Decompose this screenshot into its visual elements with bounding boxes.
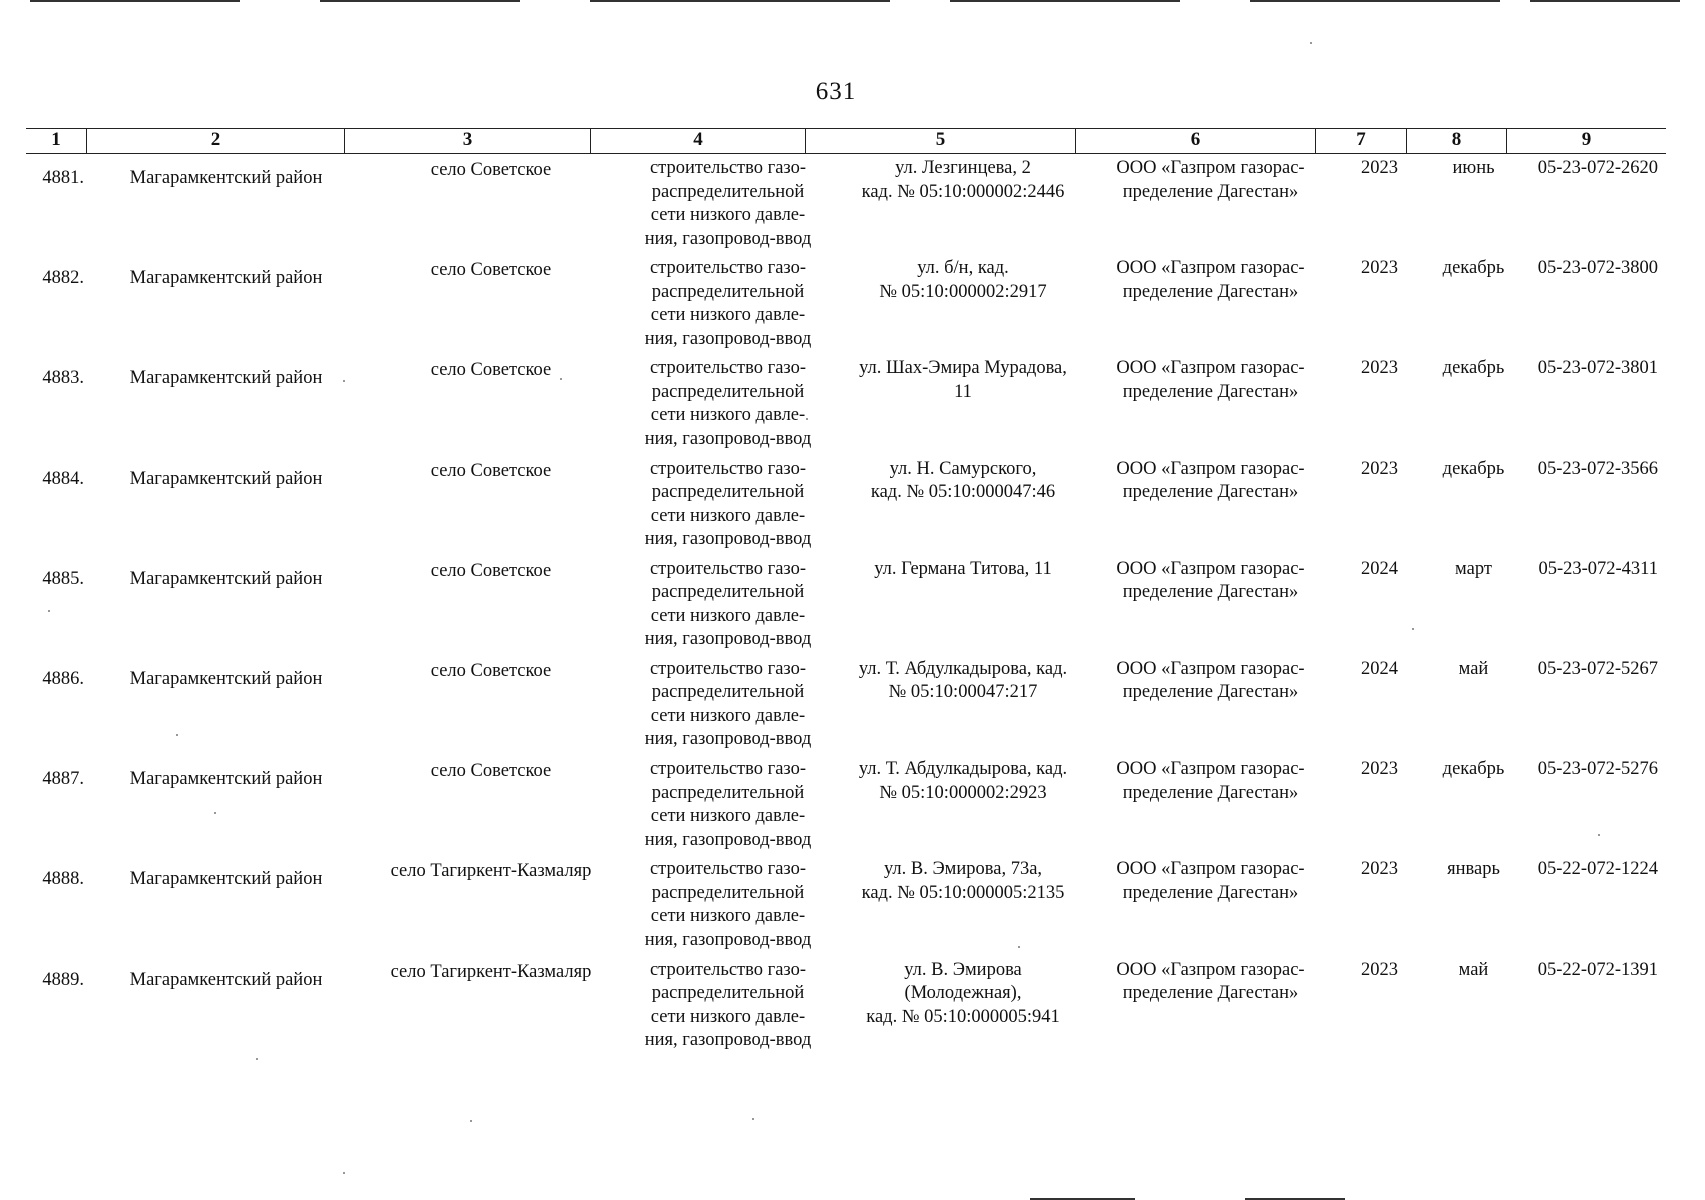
year-cell: 2023	[1361, 158, 1398, 178]
work-type-cell-line: распределительной	[651, 983, 805, 1003]
work-type-cell	[616, 153, 830, 253]
scan-speck	[1598, 834, 1600, 836]
work-type-cell-line: ния, газопровод-ввод	[644, 629, 812, 650]
month-cell: декабрь	[1442, 458, 1505, 479]
year-cell: 2023	[1361, 458, 1398, 479]
table-row	[26, 253, 1666, 353]
scan-edge-line	[590, 0, 890, 2]
work-type-cell-line: ния, газопровод-ввод	[644, 428, 812, 449]
address-cell	[830, 955, 1096, 1055]
address-cell-line: № 05:10:00047:217	[888, 682, 1038, 703]
work-type-cell-line: строительство газо-	[649, 358, 807, 379]
row-number: 4887.	[42, 769, 84, 790]
work-type-cell-line: распределительной	[651, 482, 805, 503]
work-type-cell	[616, 454, 830, 554]
code-cell: 05-22-072-1391	[1537, 959, 1658, 980]
organization-cell	[1096, 754, 1333, 854]
organization-cell	[1096, 454, 1333, 554]
work-type-cell-line: сети низкого давле-	[650, 205, 806, 225]
scan-edge-line	[320, 0, 520, 2]
organization-cell-line: пределение Дагестан»	[1122, 181, 1299, 202]
address-cell-line: № 05:10:000002:2923	[879, 782, 1047, 803]
work-type-cell	[616, 854, 830, 954]
address-cell-line: ул. В. Эмирова, 73а,	[883, 859, 1043, 880]
header-col-5: 5	[805, 129, 1075, 153]
district-cell: Магарамкентский район	[129, 769, 323, 790]
organization-cell-line: ООО «Газпром газорас-	[1116, 258, 1305, 279]
work-type-cell-line: сети низкого давле-	[650, 605, 806, 626]
work-type-cell-line: ния, газопровод-ввод	[644, 328, 812, 349]
scan-speck	[48, 610, 50, 612]
scan-speck	[560, 378, 562, 380]
month-cell: май	[1458, 658, 1489, 679]
organization-cell-line: ООО «Газпром газорас-	[1116, 658, 1305, 679]
organization-cell-line: ООО «Газпром газорас-	[1116, 358, 1305, 379]
work-type-cell-line: ния, газопровод-ввод	[644, 529, 812, 550]
code-cell: 05-23-072-3566	[1537, 458, 1658, 479]
district-cell: Магарамкентский район	[129, 668, 323, 689]
year-cell: 2023	[1361, 358, 1398, 379]
header-col-9: 9	[1506, 129, 1666, 153]
row-number: 4884.	[42, 468, 84, 489]
organization-cell-line: пределение Дагестан»	[1122, 682, 1299, 703]
district-cell: Магарамкентский район	[129, 168, 323, 188]
code-cell: 05-23-072-2620	[1537, 158, 1658, 178]
district-cell: Магарамкентский район	[129, 969, 323, 990]
year-cell: 2023	[1361, 759, 1398, 780]
code-cell: 05-23-072-3801	[1537, 358, 1658, 379]
district-cell: Магарамкентский район	[129, 869, 323, 890]
organization-cell-line: пределение Дагестан»	[1122, 882, 1299, 903]
address-cell-line: № 05:10:000002:2917	[879, 281, 1047, 302]
work-type-cell-line: сети низкого давле-	[650, 806, 806, 827]
district-cell: Магарамкентский район	[129, 568, 323, 589]
organization-cell	[1096, 153, 1333, 253]
header-col-4: 4	[590, 129, 805, 153]
work-type-cell-line: строительство газо-	[649, 158, 807, 178]
address-cell-line: ул. Т. Абдулкадырова, кад.	[858, 759, 1068, 780]
scan-edge-line	[1530, 0, 1680, 2]
address-cell-line: ул. Шах-Эмира Мурадова,	[859, 358, 1067, 379]
header-col-2: 2	[86, 129, 344, 153]
table-row	[26, 353, 1666, 453]
address-cell-line: ул. Н. Самурского,	[889, 458, 1037, 479]
row-number: 4883.	[42, 368, 84, 389]
work-type-cell-line: сети низкого давле-	[650, 1006, 806, 1027]
organization-cell	[1096, 353, 1333, 453]
address-cell-line: кад. № 05:10:000047:46	[870, 482, 1056, 503]
organization-cell-line: пределение Дагестан»	[1122, 582, 1299, 603]
work-type-cell-line: сети низкого давле-	[650, 906, 806, 927]
scan-speck	[1310, 42, 1312, 44]
district-cell: Магарамкентский район	[129, 468, 323, 489]
header-col-7: 7	[1315, 129, 1406, 153]
work-type-cell-line: строительство газо-	[649, 558, 807, 579]
address-cell	[830, 253, 1096, 353]
village-cell: село Советское	[430, 761, 552, 782]
work-type-cell-line: ния, газопровод-ввод	[644, 829, 812, 850]
address-cell-line: ул. Т. Абдулкадырова, кад.	[858, 658, 1068, 679]
code-cell: 05-23-072-5267	[1537, 658, 1658, 679]
header-col-8: 8	[1406, 129, 1506, 153]
code-cell: 05-23-072-5276	[1537, 759, 1658, 780]
address-cell-line: ул. б/н, кад.	[917, 258, 1009, 279]
work-type-cell-line: распределительной	[651, 381, 805, 402]
table-row	[26, 554, 1666, 654]
village-cell: село Советское	[430, 260, 552, 281]
organization-cell-line: пределение Дагестан»	[1122, 381, 1299, 402]
village-cell: село Советское	[430, 360, 552, 381]
year-cell: 2024	[1361, 658, 1398, 679]
organization-cell-line: ООО «Газпром газорас-	[1116, 158, 1305, 178]
organization-cell-line: ООО «Газпром газорас-	[1116, 759, 1305, 780]
district-cell: Магарамкентский район	[129, 268, 323, 289]
scan-speck	[1412, 628, 1414, 630]
scan-edge-line	[950, 0, 1180, 2]
header-col-6: 6	[1075, 129, 1315, 153]
month-cell: май	[1458, 959, 1489, 980]
work-type-cell-line: строительство газо-	[649, 859, 807, 880]
table-body	[26, 153, 1666, 1055]
organization-cell	[1096, 253, 1333, 353]
month-cell: июнь	[1452, 158, 1495, 178]
month-cell: декабрь	[1442, 759, 1505, 780]
address-cell	[830, 153, 1096, 253]
work-type-cell-line: сети низкого давле-	[650, 505, 806, 526]
address-cell-line: ул. Лезгинцева, 2	[895, 158, 1031, 178]
village-cell: село Советское	[430, 660, 552, 681]
village-cell: село Советское	[430, 560, 552, 581]
work-type-cell	[616, 955, 830, 1055]
work-type-cell-line: распределительной	[651, 582, 805, 603]
scan-speck	[1018, 946, 1020, 948]
village-cell: село Тагиркент-Казмаляр	[390, 961, 592, 982]
row-number: 4889.	[42, 969, 84, 990]
scan-speck	[256, 1058, 258, 1060]
scan-speck	[176, 734, 178, 736]
work-type-cell-line: сети низкого давле-	[650, 405, 806, 426]
address-cell	[830, 353, 1096, 453]
address-cell-line: ул. Германа Титова, 11	[874, 558, 1052, 579]
organization-cell-line: пределение Дагестан»	[1122, 782, 1299, 803]
village-cell: село Советское	[430, 160, 552, 180]
village-cell: село Советское	[430, 460, 552, 481]
scan-speck	[752, 1118, 754, 1120]
header-col-3: 3	[344, 129, 590, 153]
organization-cell-line: пределение Дагестан»	[1122, 281, 1299, 302]
organization-cell-line: пределение Дагестан»	[1122, 482, 1299, 503]
address-cell	[830, 654, 1096, 754]
scan-edge-line	[30, 0, 240, 2]
code-cell: 05-23-072-3800	[1537, 258, 1658, 279]
month-cell: январь	[1447, 859, 1500, 880]
address-cell-line: кад. № 05:10:000002:2446	[861, 181, 1065, 202]
row-number: 4886.	[42, 668, 84, 689]
year-cell: 2023	[1361, 959, 1398, 980]
table-row	[26, 654, 1666, 754]
work-type-cell-line: строительство газо-	[649, 258, 807, 279]
work-type-cell	[616, 554, 830, 654]
address-cell-line: ул. В. Эмирова	[904, 959, 1022, 980]
month-cell: декабрь	[1442, 358, 1505, 379]
district-cell: Магарамкентский район	[129, 368, 323, 389]
month-cell: декабрь	[1442, 258, 1505, 279]
work-type-cell	[616, 253, 830, 353]
work-type-cell-line: строительство газо-	[649, 658, 807, 679]
address-cell-line: кад. № 05:10:000005:941	[866, 1006, 1060, 1027]
organization-cell	[1096, 854, 1333, 954]
month-cell: март	[1455, 558, 1492, 579]
work-type-cell-line: распределительной	[651, 181, 805, 202]
row-number: 4885.	[42, 568, 84, 589]
row-number: 4881.	[42, 168, 84, 188]
work-type-cell-line: ния, газопровод-ввод	[644, 929, 812, 950]
address-cell	[830, 454, 1096, 554]
organization-cell	[1096, 554, 1333, 654]
year-cell: 2023	[1361, 258, 1398, 279]
work-type-cell-line: распределительной	[651, 782, 805, 803]
code-cell: 05-22-072-1224	[1537, 859, 1658, 880]
address-cell	[830, 554, 1096, 654]
work-type-cell-line: ния, газопровод-ввод	[644, 729, 812, 750]
header-col-1: 1	[51, 129, 61, 150]
address-cell	[830, 854, 1096, 954]
organization-cell	[1096, 654, 1333, 754]
address-cell	[830, 754, 1096, 854]
work-type-cell	[616, 654, 830, 754]
table-row	[26, 955, 1666, 1055]
table-row	[26, 754, 1666, 854]
organization-cell-line: ООО «Газпром газорас-	[1116, 458, 1305, 479]
address-cell-line: 11	[954, 381, 972, 402]
organization-cell-line: ООО «Газпром газорас-	[1116, 959, 1305, 980]
table-row	[26, 153, 1666, 253]
page-number: 631	[815, 78, 857, 105]
organization-cell-line: ООО «Газпром газорас-	[1116, 859, 1305, 880]
work-type-cell-line: сети низкого давле-	[650, 305, 806, 326]
work-type-cell	[616, 754, 830, 854]
year-cell: 2024	[1361, 558, 1398, 579]
address-cell-line: (Молодежная),	[904, 983, 1022, 1003]
work-type-cell-line: ния, газопровод-ввод	[644, 1030, 812, 1050]
scan-speck	[343, 380, 345, 382]
scan-edge-line	[1250, 0, 1500, 2]
table-row	[26, 454, 1666, 554]
work-type-cell-line: строительство газо-	[649, 458, 807, 479]
work-type-cell-line: распределительной	[651, 281, 805, 302]
scan-speck	[806, 418, 808, 420]
row-number: 4882.	[42, 268, 84, 289]
scan-speck	[470, 1120, 472, 1122]
organization-cell-line: ООО «Газпром газорас-	[1116, 558, 1305, 579]
table-header	[26, 128, 1666, 154]
year-cell: 2023	[1361, 859, 1398, 880]
work-type-cell-line: распределительной	[651, 882, 805, 903]
work-type-cell-line: распределительной	[651, 682, 805, 703]
organization-cell-line: пределение Дагестан»	[1122, 983, 1299, 1003]
work-type-cell-line: сети низкого давле-	[650, 705, 806, 726]
work-type-cell-line: ния, газопровод-ввод	[644, 228, 812, 249]
work-type-cell	[616, 353, 830, 453]
scan-speck	[343, 1172, 345, 1174]
code-cell: 05-23-072-4311	[1538, 558, 1658, 579]
organization-cell	[1096, 955, 1333, 1055]
work-type-cell-line: строительство газо-	[649, 959, 807, 980]
address-cell-line: кад. № 05:10:000005:2135	[861, 882, 1065, 903]
scan-speck	[214, 812, 216, 814]
row-number: 4888.	[42, 869, 84, 890]
table-row	[26, 854, 1666, 954]
village-cell: село Тагиркент-Казмаляр	[390, 861, 592, 882]
work-type-cell-line: строительство газо-	[649, 759, 807, 780]
